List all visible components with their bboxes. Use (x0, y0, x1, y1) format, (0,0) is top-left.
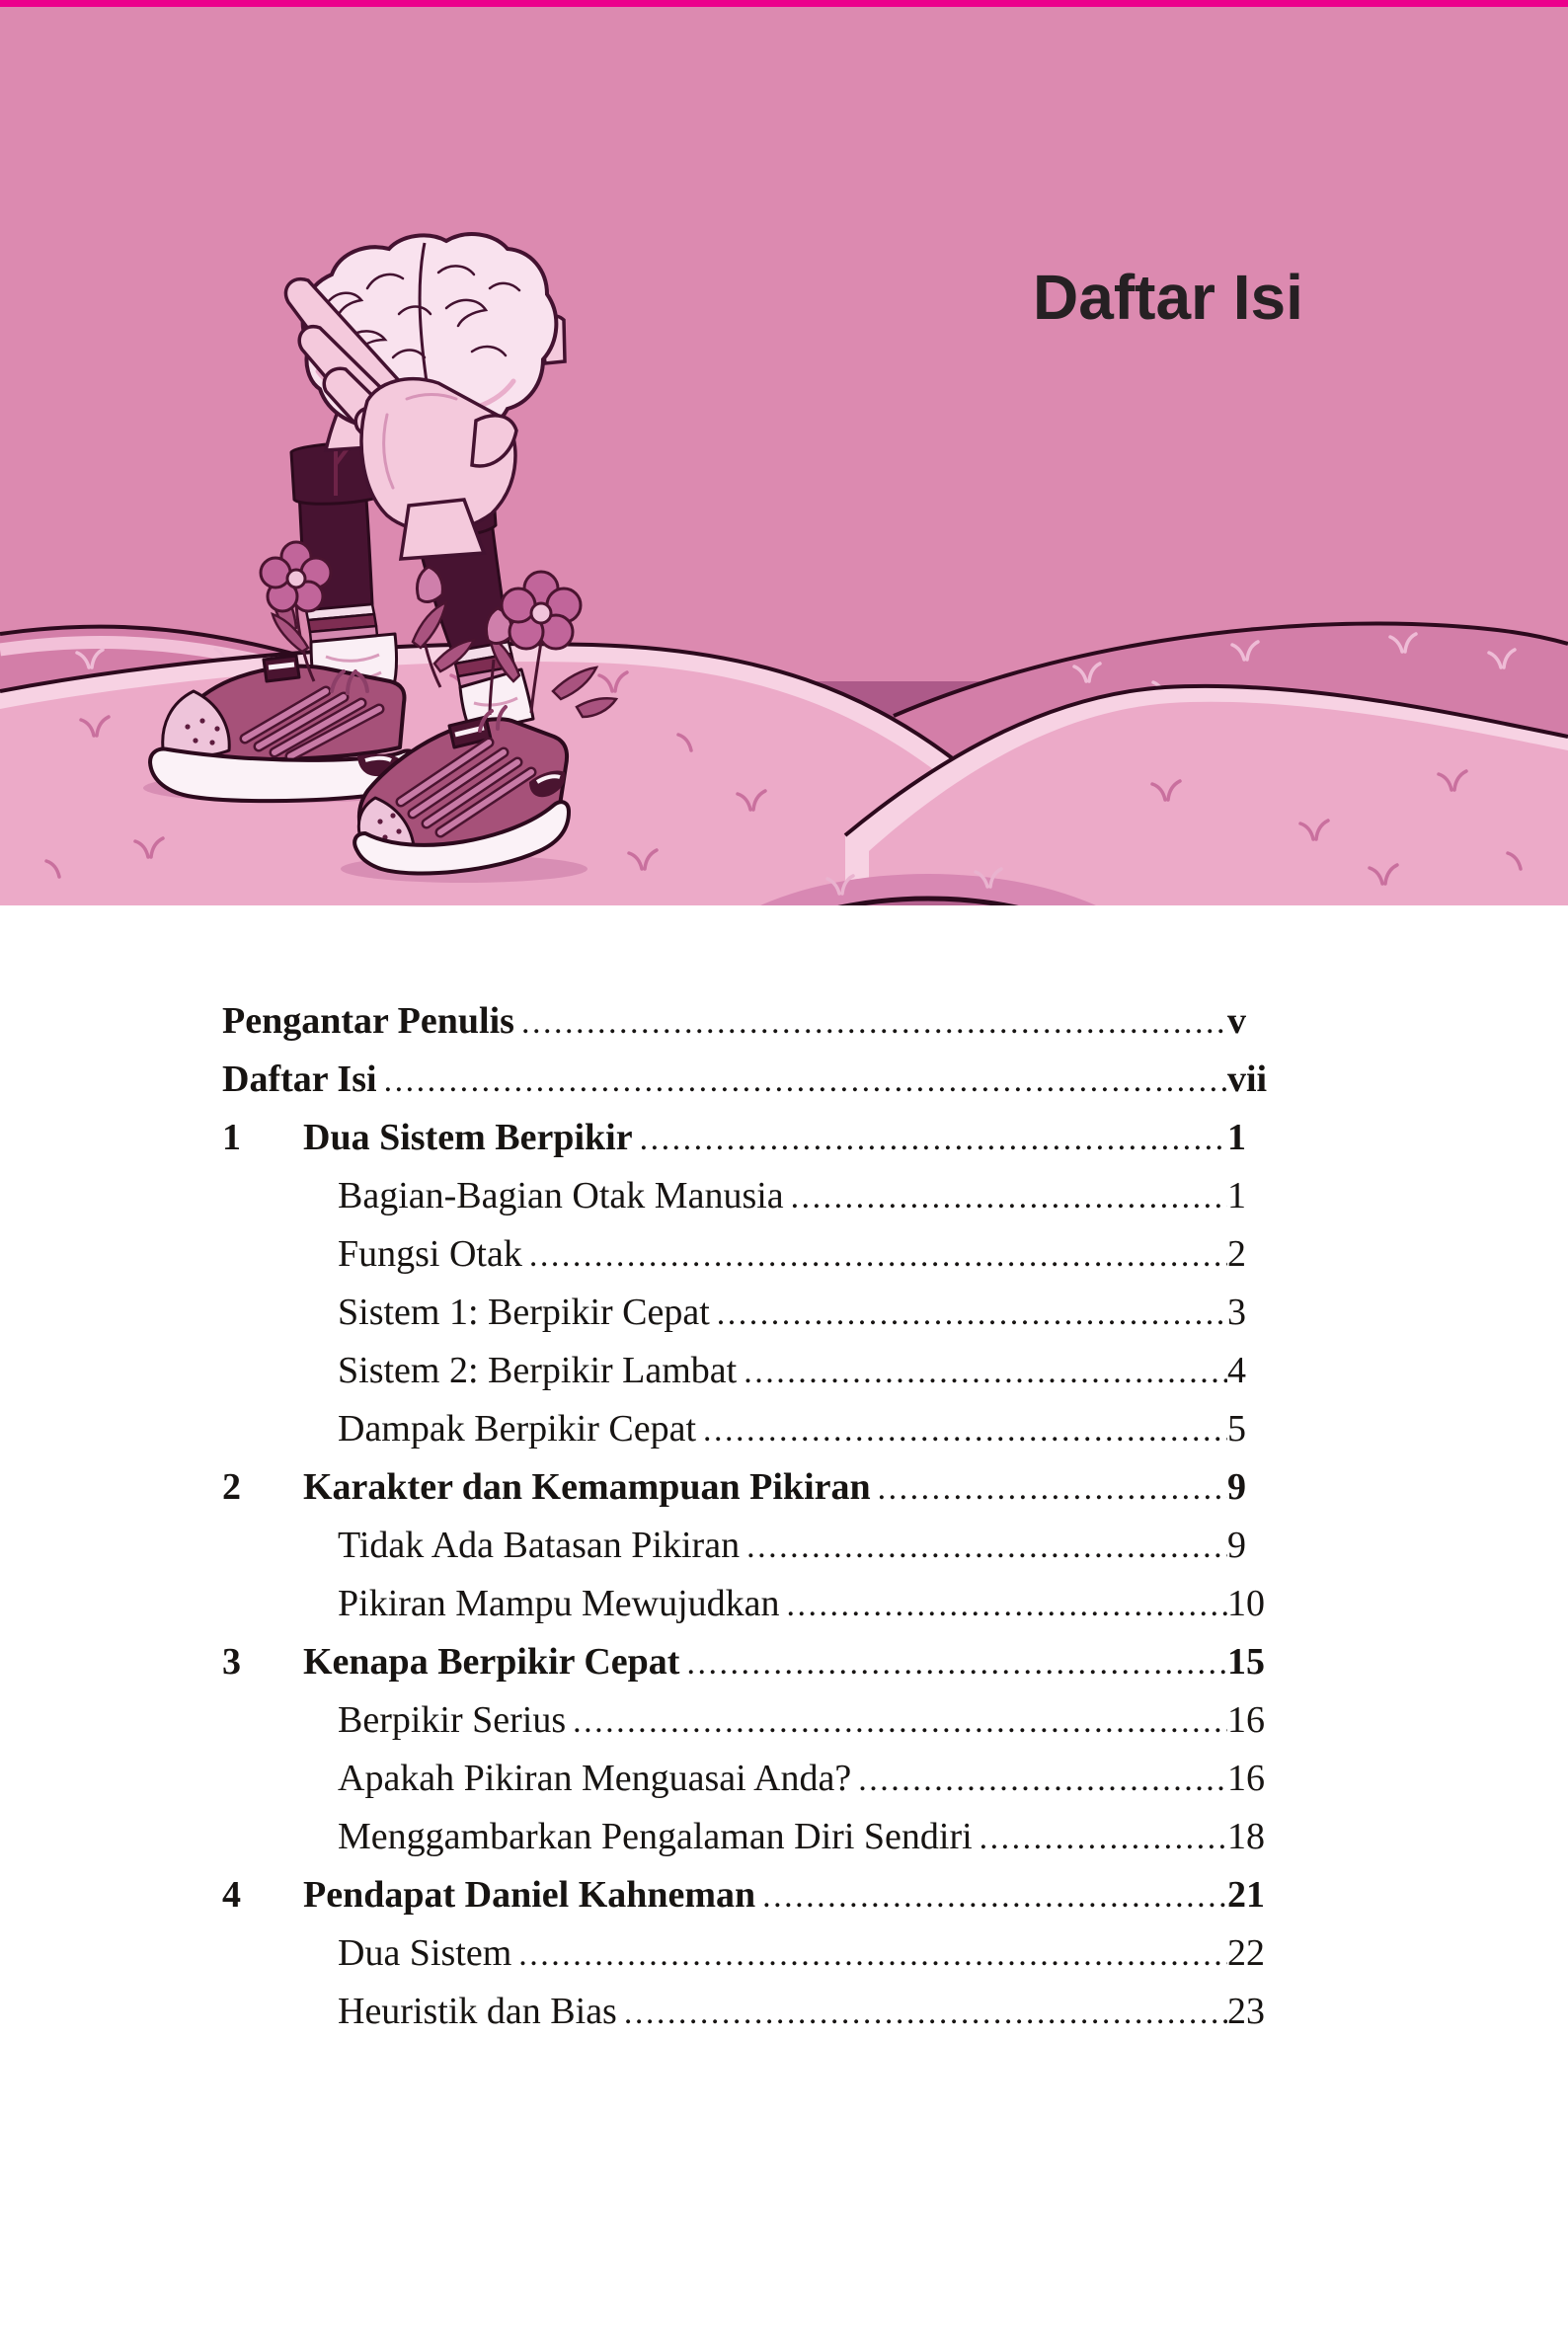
toc-dot-leader (710, 1285, 1227, 1343)
toc-entry (222, 1167, 1246, 1225)
toc-entry (222, 1983, 1265, 2041)
toc-dot-leader (617, 1984, 1227, 2042)
header-illustration (0, 0, 1568, 905)
toc-dot-leader (973, 1809, 1227, 1867)
toc-page-number[interactable]: 9 (1227, 1525, 1246, 1566)
toc-entry-label[interactable]: Heuristik dan Bias (338, 1991, 617, 2032)
toc-entry (222, 1400, 1246, 1458)
toc-entry-label[interactable]: Apakah Pikiran Menguasai Anda? (338, 1758, 852, 1799)
toc-entry-label[interactable]: Karakter dan Kemampuan Pikiran (303, 1466, 871, 1508)
toc-page-number[interactable]: 22 (1227, 1932, 1265, 1974)
toc-entry (222, 1750, 1265, 1808)
toc-dot-leader (871, 1459, 1227, 1518)
toc-entry-label[interactable]: Menggambarkan Pengalaman Diri Sendiri (338, 1816, 973, 1857)
toc-dot-leader (679, 1634, 1227, 1692)
toc-entry (222, 1866, 1265, 1924)
toc-page-number[interactable]: 21 (1227, 1874, 1265, 1916)
toc-dot-leader (696, 1401, 1227, 1459)
toc-entry-label[interactable]: Berpikir Serius (338, 1699, 567, 1741)
accent-bar (0, 0, 1568, 7)
toc-page-number[interactable]: 16 (1227, 1699, 1265, 1741)
toc-dot-leader (780, 1576, 1227, 1634)
toc-entry (222, 1284, 1246, 1342)
toc-dot-leader (522, 1226, 1227, 1285)
toc-page-number[interactable]: 1 (1227, 1117, 1246, 1158)
toc-entry-label[interactable]: Dampak Berpikir Cepat (338, 1408, 697, 1450)
toc-entry-label[interactable]: Tidak Ada Batasan Pikiran (338, 1525, 741, 1566)
toc-chapter-number: 1 (222, 1117, 241, 1158)
toc-page-number[interactable]: 2 (1227, 1233, 1246, 1275)
page-title: Daftar Isi (1033, 262, 1303, 333)
toc-page-number[interactable]: 1 (1227, 1175, 1246, 1216)
toc-chapter-number: 3 (222, 1641, 241, 1683)
toc-entry (222, 1342, 1246, 1400)
toc-entry-label[interactable]: Dua Sistem Berpikir (303, 1117, 633, 1158)
toc-page-number[interactable]: 4 (1227, 1350, 1246, 1391)
toc-dot-leader (737, 1343, 1227, 1401)
toc-entry (222, 1109, 1246, 1167)
toc-entry-label[interactable]: Sistem 1: Berpikir Cepat (338, 1292, 710, 1333)
toc-entry (222, 1633, 1265, 1691)
toc-entry-label[interactable]: Pengantar Penulis (222, 1000, 514, 1042)
toc-chapter-number: 4 (222, 1874, 241, 1916)
toc-entry-label[interactable]: Dua Sistem (338, 1932, 512, 1974)
toc-dot-leader (740, 1518, 1227, 1576)
toc-chapter-number: 2 (222, 1466, 241, 1508)
toc-dot-leader (377, 1052, 1227, 1110)
toc-page-number[interactable]: 16 (1227, 1758, 1265, 1799)
toc-page-number[interactable]: 23 (1227, 1991, 1265, 2032)
toc-page-number[interactable]: 9 (1227, 1466, 1246, 1508)
toc-entry-label[interactable]: Pendapat Daniel Kahneman (303, 1874, 756, 1916)
toc-entry-label[interactable]: Sistem 2: Berpikir Lambat (338, 1350, 738, 1391)
toc-entry-label[interactable]: Bagian-Bagian Otak Manusia (338, 1175, 784, 1216)
toc-entry (222, 1051, 1268, 1109)
toc-entry (222, 992, 1246, 1051)
toc-page-number[interactable]: 15 (1227, 1641, 1265, 1683)
toc-dot-leader (633, 1110, 1227, 1168)
toc-dot-leader (566, 1692, 1227, 1751)
toc-page-number[interactable]: 5 (1227, 1408, 1246, 1450)
toc-page-number[interactable]: v (1227, 1000, 1246, 1042)
toc-dot-leader (514, 993, 1227, 1052)
header-art (0, 0, 1568, 905)
toc-entry-label[interactable]: Fungsi Otak (338, 1233, 522, 1275)
toc-entry (222, 1808, 1265, 1866)
toc-dot-leader (511, 1925, 1227, 1984)
toc-dot-leader (755, 1867, 1227, 1925)
toc-entry (222, 1691, 1265, 1750)
toc-dot-leader (784, 1168, 1227, 1226)
toc-page-number[interactable]: 18 (1227, 1816, 1265, 1857)
toc-entry-label[interactable]: Pikiran Mampu Mewujudkan (338, 1583, 780, 1624)
toc-entry (222, 1458, 1246, 1517)
toc-entry (222, 1924, 1265, 1983)
toc-entry (222, 1517, 1246, 1575)
toc-entry-label[interactable]: Daftar Isi (222, 1058, 377, 1100)
toc-dot-leader (851, 1751, 1227, 1809)
toc-page-number[interactable]: 10 (1227, 1583, 1265, 1624)
toc-entry (222, 1225, 1246, 1284)
toc-page-number[interactable]: 3 (1227, 1292, 1246, 1333)
toc-entry-label[interactable]: Kenapa Berpikir Cepat (303, 1641, 680, 1683)
toc-page-number[interactable]: vii (1227, 1058, 1268, 1100)
toc-list (222, 992, 1268, 2041)
toc-entry (222, 1575, 1265, 1633)
